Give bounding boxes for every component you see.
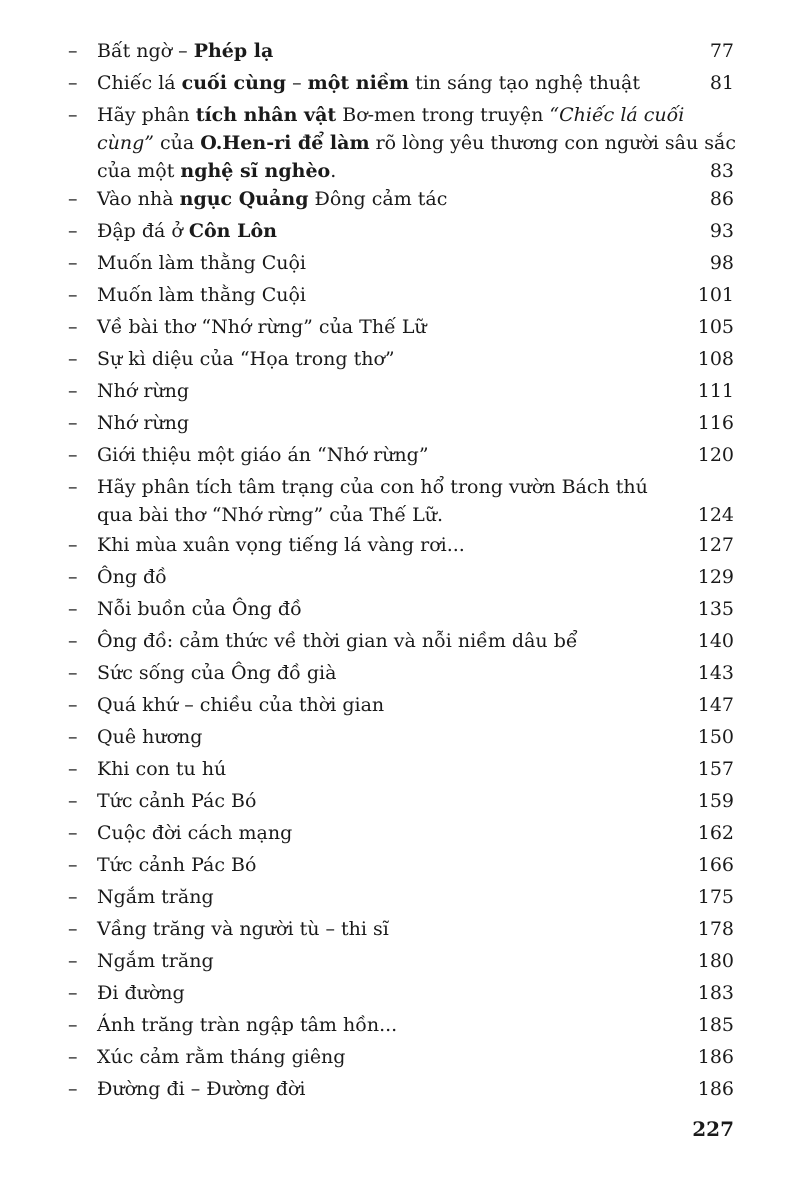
entry-dash: – <box>68 40 78 62</box>
entry-title <box>97 595 672 623</box>
entry-dash: – <box>68 1014 78 1036</box>
entry-title-segment: “Chiếc lá cuối <box>549 104 685 126</box>
entry-page-number: 159 <box>697 790 734 812</box>
entry-page-number: 105 <box>697 316 734 338</box>
toc-entry <box>68 345 734 373</box>
entry-title <box>97 473 672 529</box>
entry-page-number: 116 <box>697 412 734 434</box>
toc-entry <box>68 819 734 847</box>
entry-title <box>97 1011 672 1039</box>
entry-title <box>97 69 672 97</box>
toc-entry <box>68 441 734 469</box>
toc-entry <box>68 915 734 943</box>
entry-title-segment: Muốn làm thằng Cuội <box>97 252 306 274</box>
entry-page-number: 127 <box>697 534 734 556</box>
entry-title-segment: Xúc cảm rằm tháng giêng <box>97 1046 346 1068</box>
toc-entry <box>68 659 734 687</box>
entry-title-segment: Giới thiệu một giáo án “Nhớ rừng” <box>97 444 429 466</box>
entry-title-segment: Hãy phân <box>97 104 196 126</box>
entry-title-segment: Khi con tu hú <box>97 758 227 780</box>
entry-dash: – <box>68 598 78 620</box>
entry-title <box>97 281 672 309</box>
entry-title-segment: nghệ sĩ nghèo <box>180 160 331 182</box>
entry-title-segment: Tức cảnh Pác Bó <box>97 790 257 812</box>
entry-title <box>97 249 672 277</box>
entry-dash: – <box>68 822 78 844</box>
entry-title-segment: Đập đá ở <box>97 220 189 242</box>
toc-entry <box>68 69 734 97</box>
entry-page-number: 180 <box>697 950 734 972</box>
entry-title-segment: Ông đồ <box>97 566 167 588</box>
entry-page-number: 124 <box>697 504 734 526</box>
toc-entry <box>68 1011 734 1039</box>
toc-entry <box>68 185 734 213</box>
entry-page-number: 186 <box>697 1046 734 1068</box>
entry-title-segment: O.Hen-ri để làm <box>200 132 370 154</box>
entry-page-number: 166 <box>697 854 734 876</box>
entry-title <box>97 691 672 719</box>
toc-entry <box>68 883 734 911</box>
entry-title <box>97 1075 672 1103</box>
entry-page-number: 147 <box>697 694 734 716</box>
entry-title <box>97 851 672 879</box>
entry-title-segment: một niềm <box>307 72 410 94</box>
entry-title-segment: của <box>154 132 201 154</box>
toc-entry <box>68 1043 734 1071</box>
entry-page-number: 111 <box>697 380 734 402</box>
entry-page-number: 178 <box>697 918 734 940</box>
entry-dash: – <box>68 630 78 652</box>
toc-entry <box>68 627 734 655</box>
entry-title <box>97 441 672 469</box>
entry-dash: – <box>68 412 78 434</box>
entry-title-segment: Bất ngờ – <box>97 40 194 62</box>
entry-title <box>97 723 672 751</box>
entry-title <box>97 915 672 943</box>
toc-entry <box>68 755 734 783</box>
toc-entry <box>68 101 734 185</box>
entry-title-segment: – <box>286 72 308 94</box>
entry-page-number: 101 <box>697 284 734 306</box>
entry-dash: – <box>68 694 78 716</box>
entry-title-segment: Quá khứ – chiều của thời gian <box>97 694 385 716</box>
toc-entry <box>68 531 734 559</box>
toc-entry <box>68 249 734 277</box>
entry-dash: – <box>68 758 78 780</box>
entry-dash: – <box>68 348 78 370</box>
toc-entry <box>68 217 734 245</box>
entry-title <box>97 627 672 655</box>
entry-title-segment: tích nhân vật <box>195 104 337 126</box>
entry-page-number: 150 <box>697 726 734 748</box>
entry-title <box>97 819 672 847</box>
entry-title-segment: . <box>330 160 337 182</box>
entry-title-segment: Khi mùa xuân vọng tiếng lá vàng rơi... <box>97 534 465 556</box>
entry-dash: – <box>68 104 78 126</box>
entry-title <box>97 377 672 405</box>
toc-entry <box>68 691 734 719</box>
entry-title <box>97 345 672 373</box>
entry-title <box>97 659 672 687</box>
entry-title <box>97 883 672 911</box>
entry-dash: – <box>68 380 78 402</box>
entry-title-segment: Sức sống của Ông đồ già <box>97 662 337 684</box>
toc-entry <box>68 787 734 815</box>
entry-title-segment: Đi đường <box>97 982 185 1004</box>
entry-title-segment: Quê hương <box>97 726 203 748</box>
toc-entry <box>68 851 734 879</box>
entry-page-number: 157 <box>697 758 734 780</box>
entry-title-segment: Nhớ rừng <box>97 380 190 402</box>
entry-dash: – <box>68 566 78 588</box>
entry-title-segment: Nỗi buồn của Ông đồ <box>97 598 302 620</box>
entry-page-number: 120 <box>697 444 734 466</box>
entry-dash: – <box>68 252 78 274</box>
toc-entry <box>68 1075 734 1103</box>
entry-title-segment: Tức cảnh Pác Bó <box>97 854 257 876</box>
entry-page-number: 175 <box>697 886 734 908</box>
entry-page-number: 77 <box>709 40 734 62</box>
entry-page-number: 186 <box>697 1078 734 1100</box>
entry-title-segment: Chiếc lá <box>97 72 182 94</box>
entry-title-segment: Côn Lôn <box>188 220 277 242</box>
entry-title <box>97 787 672 815</box>
toc-entry <box>68 313 734 341</box>
entry-page-number: 83 <box>709 160 734 182</box>
entry-title <box>97 531 672 559</box>
entry-title <box>97 755 672 783</box>
entry-title <box>97 947 672 975</box>
toc-entry <box>68 281 734 309</box>
entry-title-segment: Đông cảm tác <box>308 188 448 210</box>
entry-title <box>97 409 672 437</box>
entry-dash: – <box>68 476 78 498</box>
entry-dash: – <box>68 188 78 210</box>
page-number: 227 <box>692 1117 734 1141</box>
entry-title-segment: ngục Quảng <box>179 188 309 210</box>
entry-title-segment: Phép lạ <box>193 40 274 62</box>
entry-dash: – <box>68 982 78 1004</box>
entry-title-segment: Ngắm trăng <box>97 886 214 908</box>
entry-title-segment: Vào nhà <box>97 188 180 210</box>
entry-title <box>97 313 672 341</box>
entry-title-segment: Sự kì diệu của “Họa trong thơ” <box>97 348 395 370</box>
entry-dash: – <box>68 662 78 684</box>
entry-title-segment: cuối cùng <box>181 72 287 94</box>
entry-title <box>97 1043 672 1071</box>
entry-title-segment: Cuộc đời cách mạng <box>97 822 293 844</box>
toc-entry <box>68 37 734 65</box>
entry-title <box>97 979 672 1007</box>
entry-title <box>97 217 672 245</box>
entry-page-number: 140 <box>697 630 734 652</box>
entry-page-number: 129 <box>697 566 734 588</box>
toc-entry <box>68 595 734 623</box>
toc-entry <box>68 377 734 405</box>
entry-dash: – <box>68 284 78 306</box>
entry-title-segment: Ông đồ: cảm thức về thời gian và nỗi niềm dâu bể <box>97 630 578 652</box>
entry-dash: – <box>68 854 78 876</box>
entry-page-number: 143 <box>697 662 734 684</box>
entry-page-number: 185 <box>697 1014 734 1036</box>
toc-entry <box>68 473 734 529</box>
entry-dash: – <box>68 220 78 242</box>
entry-title <box>97 37 672 65</box>
entry-page-number: 162 <box>697 822 734 844</box>
entry-page-number: 98 <box>709 252 734 274</box>
entry-dash: – <box>68 1078 78 1100</box>
entry-title-segment: Vầng trăng và người tù – thi sĩ <box>97 918 389 940</box>
entry-dash: – <box>68 950 78 972</box>
entry-dash: – <box>68 886 78 908</box>
entry-dash: – <box>68 726 78 748</box>
toc-entry <box>68 947 734 975</box>
entry-title-segment: Nhớ rừng <box>97 412 190 434</box>
entry-title-segment: Hãy phân tích tâm trạng của con hổ trong vườn Bách thú <box>97 476 648 498</box>
entry-dash: – <box>68 444 78 466</box>
entry-title-segment: qua bài thơ “Nhớ rừng” của Thế Lữ. <box>97 504 444 526</box>
entry-title-segment: Bơ-men trong truyện <box>336 104 550 126</box>
entry-title-segment: Ngắm trăng <box>97 950 214 972</box>
entry-title-segment: rõ lòng yêu thương con người sâu sắc <box>369 132 736 154</box>
entry-title <box>97 563 672 591</box>
entry-dash: – <box>68 72 78 94</box>
entry-title-segment: Muốn làm thằng Cuội <box>97 284 306 306</box>
entry-title <box>97 185 672 213</box>
toc-entry <box>68 563 734 591</box>
entry-page-number: 135 <box>697 598 734 620</box>
entry-dash: – <box>68 790 78 812</box>
entry-title-segment: Đường đi – Đường đời <box>97 1078 306 1100</box>
toc-entry <box>68 979 734 1007</box>
entry-title-segment: Ánh trăng tràn ngập tâm hồn... <box>97 1014 398 1036</box>
entry-dash: – <box>68 1046 78 1068</box>
entry-page-number: 183 <box>697 982 734 1004</box>
entry-dash: – <box>68 534 78 556</box>
entry-title-segment: tin sáng tạo nghệ thuật <box>409 72 641 94</box>
entry-dash: – <box>68 918 78 940</box>
entry-page-number: 86 <box>709 188 734 210</box>
entry-title-segment: cùng” <box>97 132 154 154</box>
entry-title-segment: của một <box>97 160 181 182</box>
toc-entry <box>68 409 734 437</box>
entry-page-number: 81 <box>709 72 734 94</box>
entry-page-number: 108 <box>697 348 734 370</box>
entry-title-segment: Về bài thơ “Nhớ rừng” của Thế Lữ <box>97 316 427 338</box>
entry-page-number: 93 <box>709 220 734 242</box>
entry-dash: – <box>68 316 78 338</box>
toc-entry <box>68 723 734 751</box>
